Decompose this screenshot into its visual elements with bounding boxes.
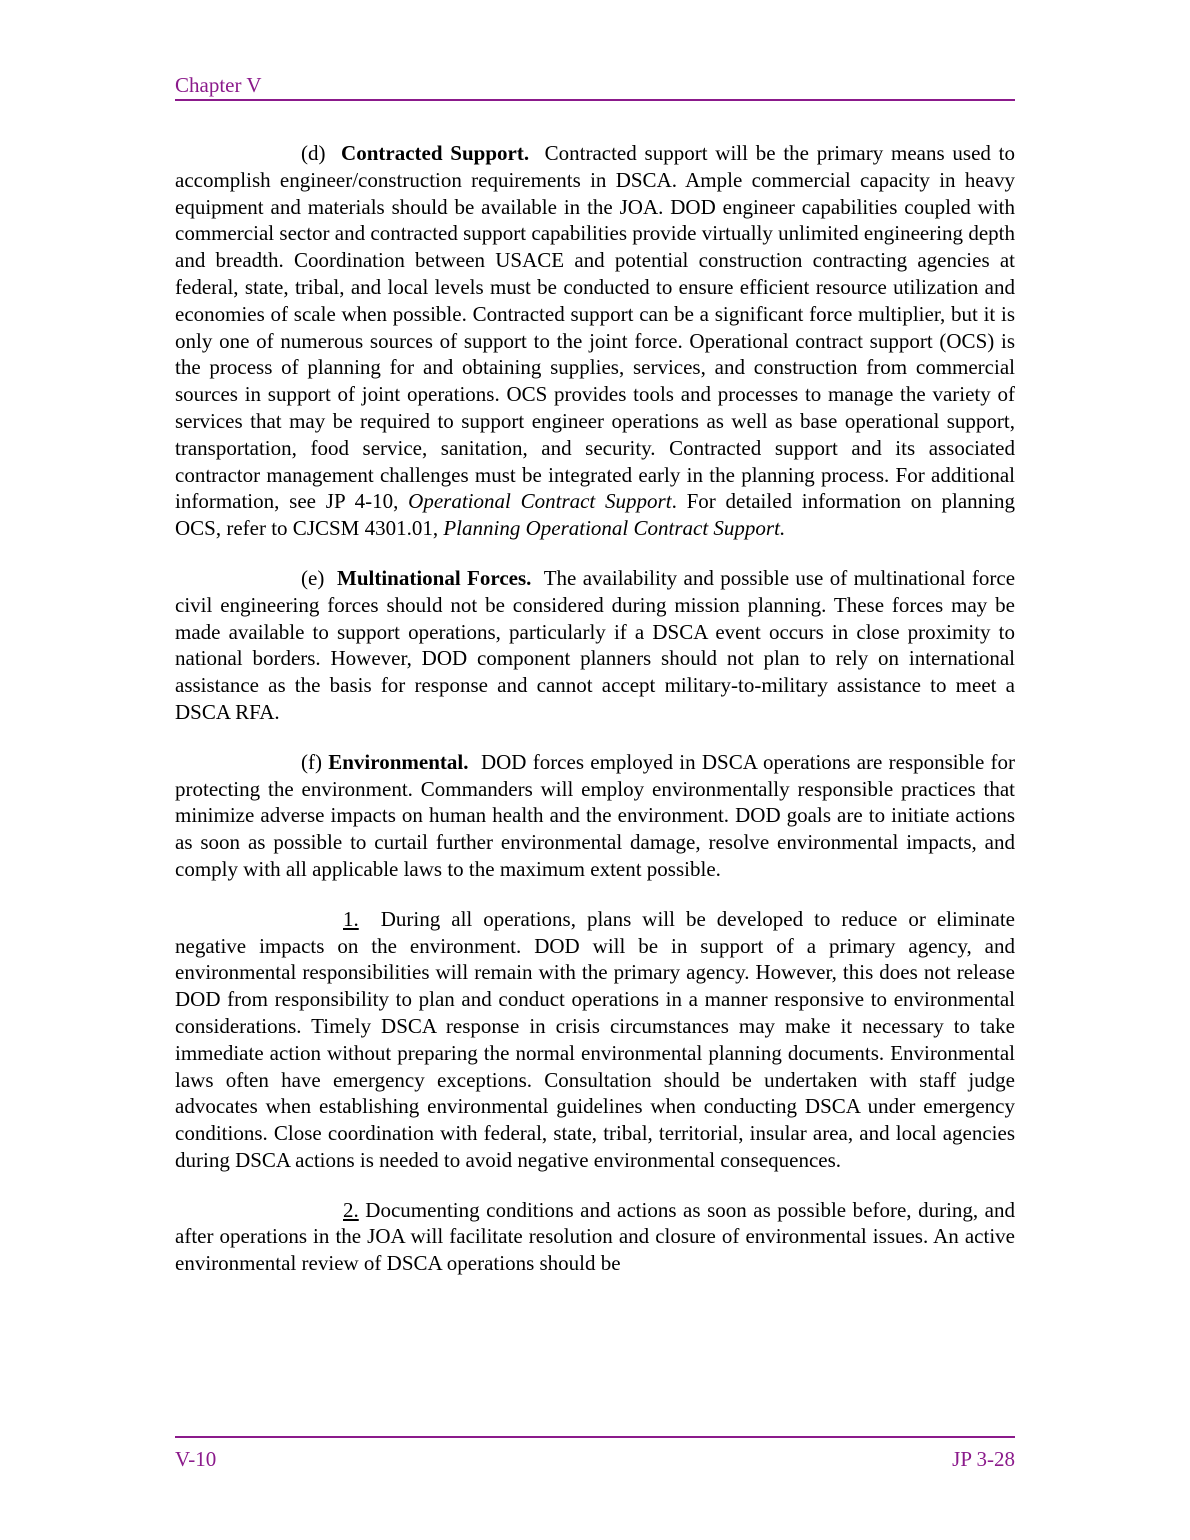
page-header [175,72,1015,98]
publication-title: Operational Contract Support [408,489,672,514]
paragraph-label: (e) [301,565,325,590]
paragraph-text: The availability and possible use of multinational force civil engineering forces should not be considered during mission planning. These forces may be made available to support operations, particularly if a DSCA event occurs in close proximity to national borders. However, DOD component planners should not plan to rely on international assistance as the basis for response and cannot accept military-to-military assistance to meet a DSCA RFA. [175,565,1016,724]
paragraph-text: Contracted support will be the primary means used to accomplish engineer/construction requirements in DSCA. Ample commercial capacity in heavy equipment and materials should be available in the JOA. DOD engineer capabilities coupled with commercial sector and contracted support capabilities provide virtually unlimited engineering depth and breadth. Coordination between USACE and potential construction contracting agencies at federal, state, tribal, and local levels must be conducted to ensure efficient resource utilization and economies of scale when possible. Contracted support can be a significant force multiplier, but it is only one of numerous sources of support to the joint force. Operational contract support (OCS) is the process of planning for and obtaining supplies, services, and construction from commercial sources in support of joint operations. OCS provides tools and processes to manage the variety of services that may be required to support engineer operations as well as base operational support, transportation, food service, sanitation, and security. Contracted support and its associated contractor management challenges must be integrated early in the planning process. For additional information, see JP 4-10, [175,141,1016,514]
subparagraph-number: 2. [343,1197,359,1222]
paragraph-heading: Environmental. [328,749,469,774]
chapter-title: Chapter V [175,73,262,97]
paragraph-contracted-support [175,140,1015,542]
document-body [175,140,1015,1300]
subparagraph-number: 1. [343,906,359,931]
paragraph-text: . For detailed information on planning OCS, refer to CJCSM 4301.01, [175,489,1015,541]
publication-id: JP 3-28 [952,1447,1015,1471]
footer-rule [175,1436,1015,1438]
subparagraph-1 [175,906,1015,1174]
publication-title: Planning Operational Contract Support. [443,516,786,541]
page-number: V-10 [175,1447,217,1471]
paragraph-heading: Multinational Forces. [337,565,532,590]
paragraph-heading: Contracted Support. [341,141,530,165]
paragraph-text: During all operations, plans will be developed to reduce or eliminate negative impacts on the environment. DOD will be in support of a primary agency, and environmental responsibilities will remain with the primary agency. However, this does not release DOD from responsibility to plan and conduct operations in a manner responsive to environmental considerations. Timely DSCA response in crisis circumstances may make it necessary to take immediate action without preparing the normal environmental planning documents. Environmental laws often have emergency exceptions. Consultation should be undertaken with staff judge advocates when establishing environmental guidelines when conducting DSCA under emergency conditions. Close coordination with federal, state, tribal, territorial, insular area, and local agencies during DSCA actions is needed to avoid negative environmental consequences. [175,906,1015,1172]
subparagraph-2 [175,1197,1015,1277]
paragraph-label: (f) [301,749,322,774]
header-rule [175,99,1015,101]
paragraph-environmental [175,749,1015,883]
paragraph-text: Documenting conditions and actions as soon as possible before, during, and after operations in the JOA will facilitate resolution and closure of environmental issues. An active environmental review of DSCA operations should be [175,1197,1016,1276]
paragraph-multinational-forces [175,565,1015,726]
paragraph-label: (d) [301,141,326,165]
paragraph-text: DOD forces employed in DSCA operations are responsible for protecting the environment. Commanders will employ environmentally responsible practices that minimize adverse impacts on human health and the environment. DOD goals are to initiate actions as soon as possible to curtail further environmental damage, resolve environmental impacts, and comply with all applicable laws to the maximum extent possible. [175,749,1015,881]
